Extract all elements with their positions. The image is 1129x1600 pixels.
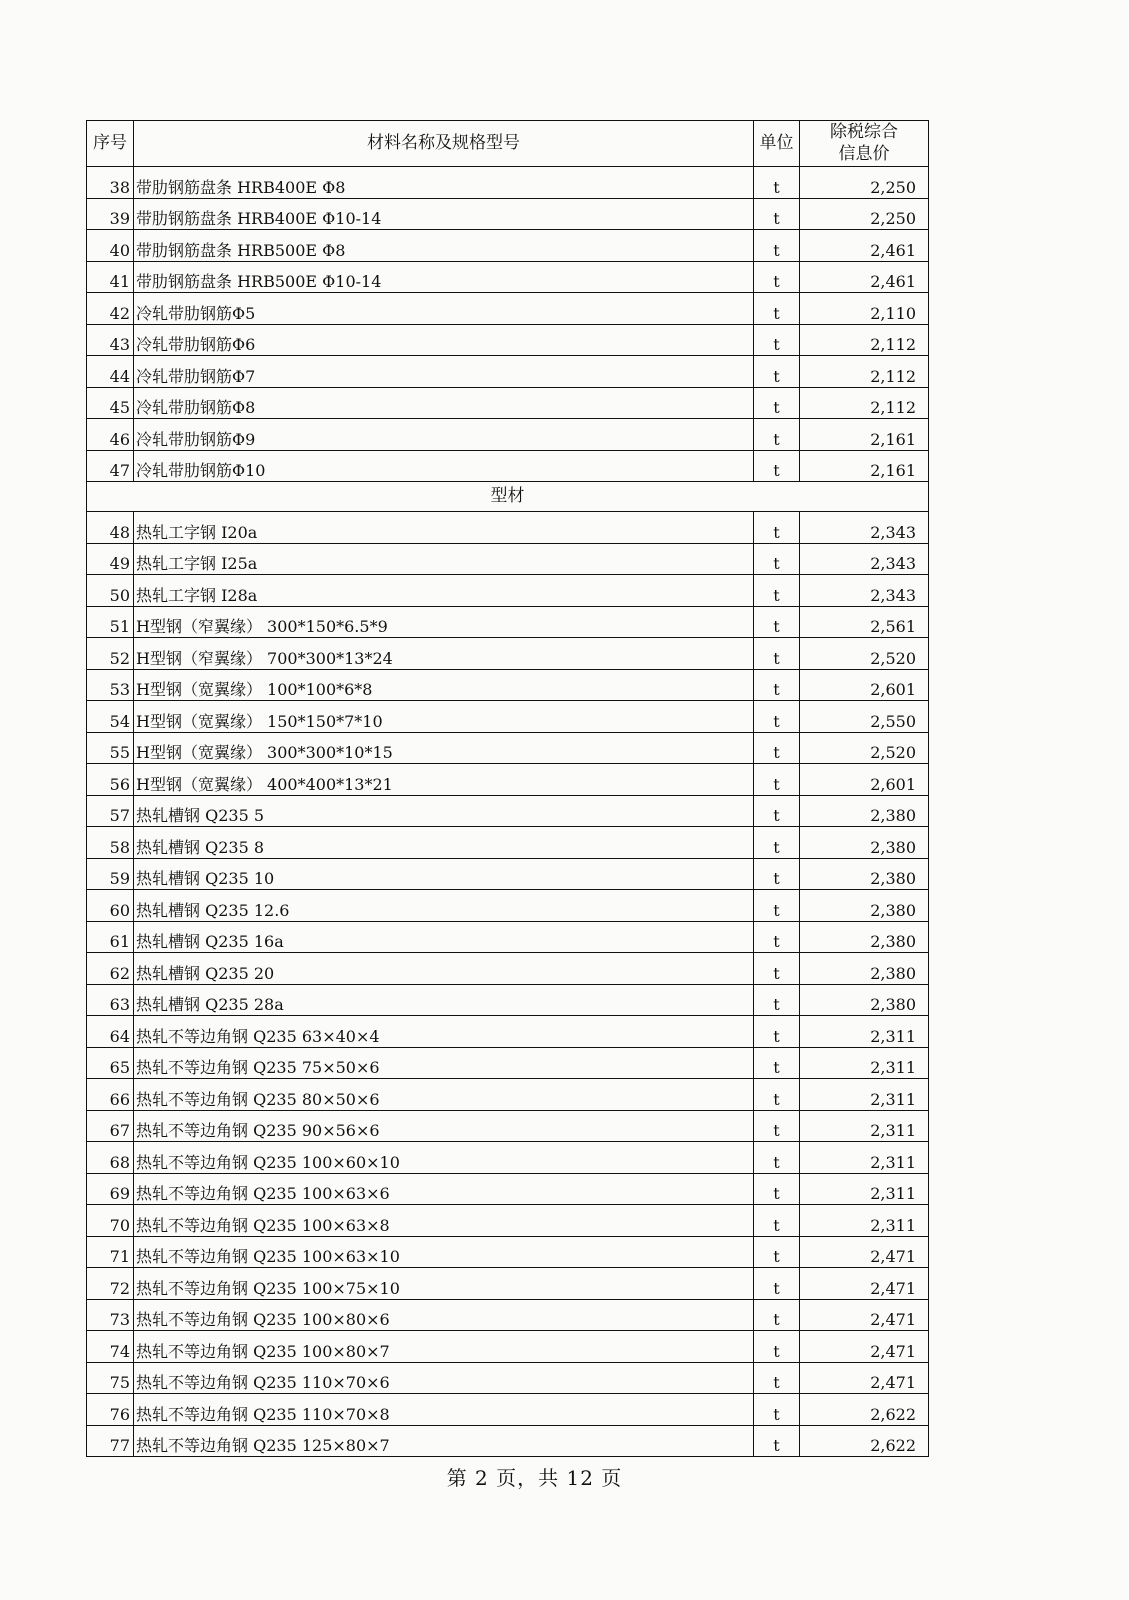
table-row	[87, 1268, 929, 1300]
price-cell: 2,622	[800, 1425, 929, 1457]
material-name: 热轧槽钢 Q235 16a	[134, 921, 754, 953]
material-name: 热轧槽钢 Q235 20	[134, 953, 754, 985]
unit-cell: t	[754, 419, 800, 451]
price-cell: 2,380	[800, 890, 929, 922]
table-row	[87, 543, 929, 575]
unit-cell: t	[754, 1362, 800, 1394]
unit-cell: t	[754, 1205, 800, 1237]
row-number: 42	[87, 293, 134, 325]
header-unit: 单位	[754, 121, 800, 167]
price-cell: 2,161	[800, 450, 929, 482]
table-row	[87, 324, 929, 356]
unit-cell: t	[754, 1016, 800, 1048]
table-row	[87, 921, 929, 953]
material-name: 热轧槽钢 Q235 8	[134, 827, 754, 859]
unit-cell: t	[754, 1268, 800, 1300]
row-number: 50	[87, 575, 134, 607]
price-cell: 2,550	[800, 701, 929, 733]
material-name: 热轧不等边角钢 Q235 63×40×4	[134, 1016, 754, 1048]
unit-cell: t	[754, 984, 800, 1016]
price-cell: 2,110	[800, 293, 929, 325]
row-number: 41	[87, 261, 134, 293]
row-number: 73	[87, 1299, 134, 1331]
price-cell: 2,601	[800, 764, 929, 796]
row-number: 59	[87, 858, 134, 890]
price-cell: 2,461	[800, 230, 929, 262]
price-cell: 2,161	[800, 419, 929, 451]
row-number: 65	[87, 1047, 134, 1079]
row-number: 46	[87, 419, 134, 451]
price-cell: 2,380	[800, 858, 929, 890]
unit-cell: t	[754, 575, 800, 607]
unit-cell: t	[754, 1079, 800, 1111]
table-row	[87, 1362, 929, 1394]
material-name: 热轧不等边角钢 Q235 90×56×6	[134, 1110, 754, 1142]
unit-cell: t	[754, 764, 800, 796]
price-cell: 2,343	[800, 575, 929, 607]
unit-cell: t	[754, 669, 800, 701]
material-name: 带肋钢筋盘条 HRB400E Φ8	[134, 167, 754, 199]
header-price	[800, 121, 929, 167]
price-cell: 2,520	[800, 638, 929, 670]
price-table-container	[86, 120, 928, 1457]
material-name: 热轧不等边角钢 Q235 100×63×6	[134, 1173, 754, 1205]
table-row	[87, 1110, 929, 1142]
unit-cell: t	[754, 387, 800, 419]
material-name: 热轧不等边角钢 Q235 75×50×6	[134, 1047, 754, 1079]
unit-cell: t	[754, 890, 800, 922]
price-cell: 2,112	[800, 324, 929, 356]
price-cell: 2,380	[800, 984, 929, 1016]
price-cell: 2,561	[800, 606, 929, 638]
table-row	[87, 1299, 929, 1331]
table-row	[87, 387, 929, 419]
table-row	[87, 1047, 929, 1079]
price-cell: 2,112	[800, 356, 929, 388]
unit-cell: t	[754, 953, 800, 985]
unit-cell: t	[754, 167, 800, 199]
row-number: 67	[87, 1110, 134, 1142]
price-cell: 2,311	[800, 1205, 929, 1237]
price-cell: 2,622	[800, 1394, 929, 1426]
row-number: 71	[87, 1236, 134, 1268]
price-cell: 2,311	[800, 1173, 929, 1205]
material-name: 热轧不等边角钢 Q235 110×70×6	[134, 1362, 754, 1394]
price-cell: 2,471	[800, 1236, 929, 1268]
unit-cell: t	[754, 921, 800, 953]
table-row	[87, 606, 929, 638]
row-number: 51	[87, 606, 134, 638]
unit-cell: t	[754, 732, 800, 764]
table-row	[87, 1142, 929, 1174]
row-number: 47	[87, 450, 134, 482]
price-cell: 2,311	[800, 1110, 929, 1142]
material-name: 带肋钢筋盘条 HRB500E Φ10-14	[134, 261, 754, 293]
price-cell: 2,380	[800, 953, 929, 985]
unit-cell: t	[754, 1047, 800, 1079]
material-name: 热轧工字钢 I20a	[134, 512, 754, 544]
price-cell: 2,380	[800, 827, 929, 859]
table-row	[87, 575, 929, 607]
unit-cell: t	[754, 1299, 800, 1331]
table-row	[87, 764, 929, 796]
unit-cell: t	[754, 450, 800, 482]
price-cell: 2,471	[800, 1268, 929, 1300]
table-row	[87, 732, 929, 764]
unit-cell: t	[754, 638, 800, 670]
header-price-line2: 信息价	[838, 143, 890, 164]
unit-cell: t	[754, 1425, 800, 1457]
unit-cell: t	[754, 827, 800, 859]
row-number: 52	[87, 638, 134, 670]
row-number: 40	[87, 230, 134, 262]
price-cell: 2,311	[800, 1047, 929, 1079]
table-body-profiles	[87, 512, 929, 1457]
price-cell: 2,520	[800, 732, 929, 764]
row-number: 45	[87, 387, 134, 419]
price-cell: 2,471	[800, 1362, 929, 1394]
row-number: 44	[87, 356, 134, 388]
table-row	[87, 669, 929, 701]
unit-cell: t	[754, 512, 800, 544]
row-number: 70	[87, 1205, 134, 1237]
table-row	[87, 1016, 929, 1048]
table-row	[87, 858, 929, 890]
price-cell: 2,461	[800, 261, 929, 293]
row-number: 69	[87, 1173, 134, 1205]
unit-cell: t	[754, 356, 800, 388]
table-row	[87, 795, 929, 827]
table-row	[87, 230, 929, 262]
row-number: 48	[87, 512, 134, 544]
table-row	[87, 1173, 929, 1205]
row-number: 43	[87, 324, 134, 356]
table-row	[87, 953, 929, 985]
material-name: 热轧槽钢 Q235 5	[134, 795, 754, 827]
material-name: 热轧槽钢 Q235 12.6	[134, 890, 754, 922]
unit-cell: t	[754, 198, 800, 230]
table-row	[87, 450, 929, 482]
material-name: 冷轧带肋钢筋Φ6	[134, 324, 754, 356]
material-name: 热轧不等边角钢 Q235 100×80×6	[134, 1299, 754, 1331]
row-number: 68	[87, 1142, 134, 1174]
table-row	[87, 419, 929, 451]
table-row	[87, 293, 929, 325]
price-cell: 2,380	[800, 921, 929, 953]
price-cell: 2,311	[800, 1016, 929, 1048]
header-material-name: 材料名称及规格型号	[134, 121, 754, 167]
row-number: 57	[87, 795, 134, 827]
material-name: 热轧不等边角钢 Q235 100×60×10	[134, 1142, 754, 1174]
price-cell: 2,471	[800, 1299, 929, 1331]
table-row	[87, 1425, 929, 1457]
row-number: 49	[87, 543, 134, 575]
material-name: H型钢（宽翼缘） 150*150*7*10	[134, 701, 754, 733]
price-cell: 2,311	[800, 1142, 929, 1174]
row-number: 77	[87, 1425, 134, 1457]
material-name: 冷轧带肋钢筋Φ8	[134, 387, 754, 419]
material-name: 热轧不等边角钢 Q235 100×75×10	[134, 1268, 754, 1300]
table-row	[87, 167, 929, 199]
unit-cell: t	[754, 543, 800, 575]
unit-cell: t	[754, 1394, 800, 1426]
unit-cell: t	[754, 858, 800, 890]
price-cell: 2,343	[800, 512, 929, 544]
material-name: 带肋钢筋盘条 HRB400E Φ10-14	[134, 198, 754, 230]
row-number: 56	[87, 764, 134, 796]
row-number: 66	[87, 1079, 134, 1111]
material-name: 热轧工字钢 I28a	[134, 575, 754, 607]
table-row	[87, 512, 929, 544]
unit-cell: t	[754, 606, 800, 638]
material-name: 带肋钢筋盘条 HRB500E Φ8	[134, 230, 754, 262]
price-cell: 2,343	[800, 543, 929, 575]
row-number: 54	[87, 701, 134, 733]
material-name: 冷轧带肋钢筋Φ7	[134, 356, 754, 388]
unit-cell: t	[754, 261, 800, 293]
material-name: 热轧不等边角钢 Q235 125×80×7	[134, 1425, 754, 1457]
price-cell: 2,250	[800, 167, 929, 199]
unit-cell: t	[754, 1236, 800, 1268]
table-row	[87, 261, 929, 293]
material-name: 热轧不等边角钢 Q235 100×80×7	[134, 1331, 754, 1363]
price-cell: 2,601	[800, 669, 929, 701]
material-name: H型钢（窄翼缘） 300*150*6.5*9	[134, 606, 754, 638]
price-cell: 2,380	[800, 795, 929, 827]
table-row	[87, 890, 929, 922]
material-name: 热轧工字钢 I25a	[134, 543, 754, 575]
table-row	[87, 198, 929, 230]
table-row	[87, 1394, 929, 1426]
table-row	[87, 638, 929, 670]
price-cell: 2,311	[800, 1079, 929, 1111]
row-number: 63	[87, 984, 134, 1016]
section-title: 型材	[87, 482, 929, 512]
row-number: 38	[87, 167, 134, 199]
material-name: H型钢（宽翼缘） 300*300*10*15	[134, 732, 754, 764]
row-number: 60	[87, 890, 134, 922]
row-number: 58	[87, 827, 134, 859]
page-number: 第 2 页，共 12 页	[446, 1466, 623, 1490]
table-row	[87, 1331, 929, 1363]
table-row	[87, 1079, 929, 1111]
price-cell: 2,250	[800, 198, 929, 230]
row-number: 74	[87, 1331, 134, 1363]
header-no: 序号	[87, 121, 134, 167]
table-row	[87, 356, 929, 388]
table-header	[87, 121, 929, 167]
table-row	[87, 984, 929, 1016]
row-number: 61	[87, 921, 134, 953]
unit-cell: t	[754, 795, 800, 827]
material-name: 热轧不等边角钢 Q235 100×63×10	[134, 1236, 754, 1268]
material-name: 热轧槽钢 Q235 28a	[134, 984, 754, 1016]
material-price-table	[86, 120, 929, 1457]
unit-cell: t	[754, 701, 800, 733]
row-number: 76	[87, 1394, 134, 1426]
material-name: H型钢（窄翼缘） 700*300*13*24	[134, 638, 754, 670]
material-name: 热轧不等边角钢 Q235 80×50×6	[134, 1079, 754, 1111]
material-name: H型钢（宽翼缘） 100*100*6*8	[134, 669, 754, 701]
row-number: 75	[87, 1362, 134, 1394]
material-name: H型钢（宽翼缘） 400*400*13*21	[134, 764, 754, 796]
table-row	[87, 701, 929, 733]
header-price-line1: 除税综合	[830, 122, 898, 143]
row-number: 55	[87, 732, 134, 764]
unit-cell: t	[754, 1331, 800, 1363]
unit-cell: t	[754, 1110, 800, 1142]
row-number: 62	[87, 953, 134, 985]
material-name: 冷轧带肋钢筋Φ5	[134, 293, 754, 325]
unit-cell: t	[754, 1173, 800, 1205]
table-row	[87, 1236, 929, 1268]
table-row	[87, 827, 929, 859]
unit-cell: t	[754, 1142, 800, 1174]
table-row	[87, 1205, 929, 1237]
row-number: 53	[87, 669, 134, 701]
material-name: 热轧不等边角钢 Q235 110×70×8	[134, 1394, 754, 1426]
table-body-rebar	[87, 167, 929, 482]
row-number: 39	[87, 198, 134, 230]
row-number: 64	[87, 1016, 134, 1048]
material-name: 冷轧带肋钢筋Φ10	[134, 450, 754, 482]
unit-cell: t	[754, 324, 800, 356]
price-cell: 2,112	[800, 387, 929, 419]
price-cell: 2,471	[800, 1331, 929, 1363]
table-section	[87, 482, 929, 512]
row-number: 72	[87, 1268, 134, 1300]
unit-cell: t	[754, 293, 800, 325]
material-name: 热轧不等边角钢 Q235 100×63×8	[134, 1205, 754, 1237]
material-name: 热轧槽钢 Q235 10	[134, 858, 754, 890]
unit-cell: t	[754, 230, 800, 262]
material-name: 冷轧带肋钢筋Φ9	[134, 419, 754, 451]
